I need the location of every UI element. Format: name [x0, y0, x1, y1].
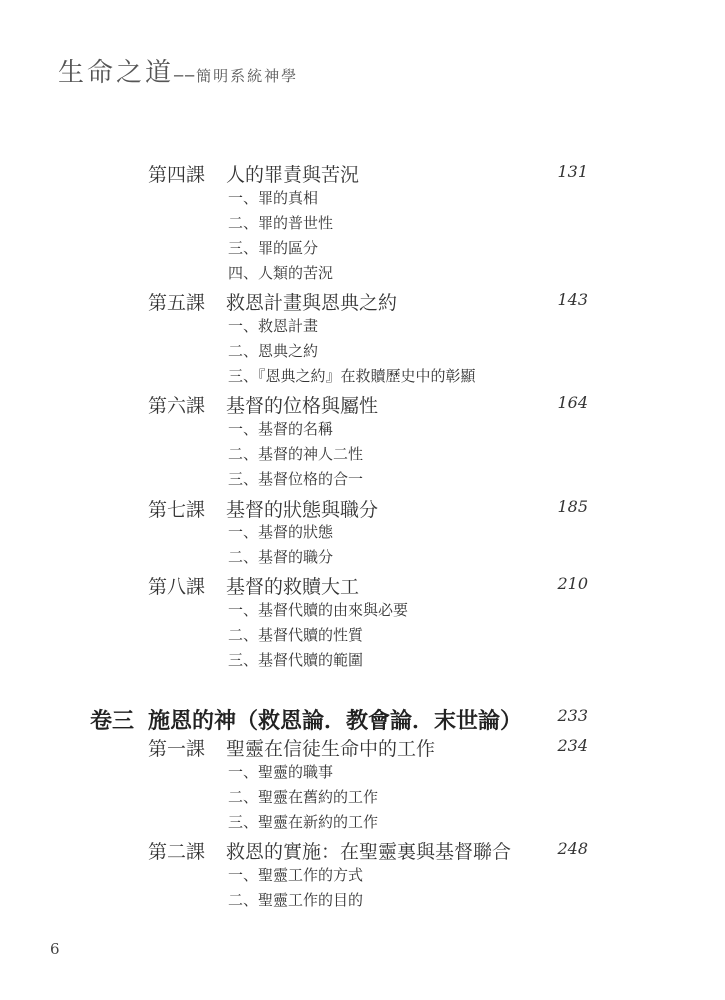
page-number-ref: 143 [557, 290, 588, 310]
toc-subitem-row [0, 418, 725, 444]
toc-lesson-row [0, 837, 725, 863]
toc-subitem: 三、聖靈在新約的工作 [228, 812, 379, 831]
lesson-title: 基督的救贖大工 [226, 576, 360, 599]
toc-subitem-row [0, 761, 725, 787]
page-number-ref: 248 [557, 839, 588, 859]
toc-subitem-row [0, 340, 725, 366]
toc-subitem: 一、基督的狀態 [228, 523, 334, 541]
toc-subitem-row [0, 443, 725, 469]
lesson-title: 基督的位格與屬性 [226, 395, 379, 418]
lesson-label: 第一課 [148, 738, 206, 760]
lesson-label: 第七課 [148, 498, 206, 521]
page-number-ref: 234 [557, 736, 588, 755]
toc-subitem-row [0, 365, 725, 391]
lesson-title: 救恩計畫與恩典之約 [226, 292, 398, 315]
toc-lesson-row [0, 288, 725, 314]
lesson-label: 第二課 [148, 841, 206, 864]
toc-subitem-row [0, 599, 725, 625]
toc-subitem-row [0, 546, 725, 572]
toc-subitem: 二、恩典之約 [228, 342, 319, 360]
toc-subitem: 一、基督代贖的由來與必要 [228, 600, 409, 619]
toc-subitem: 四、人類的苦況 [228, 264, 334, 283]
volume-label: 卷三 [90, 708, 135, 734]
toc-subitem-row [0, 212, 725, 238]
lesson-title: 聖靈在信徒生命中的工作 [226, 738, 436, 760]
toc-subitem: 二、罪的普世性 [228, 213, 334, 232]
running-head-title: 生命之道 [58, 58, 175, 88]
lesson-label: 第五課 [148, 292, 206, 315]
toc-subitem: 一、罪的真相 [228, 188, 319, 207]
toc-subitem-row [0, 468, 725, 494]
toc-subitem-row [0, 864, 725, 890]
toc-subitem: 三、罪的區分 [228, 238, 319, 257]
lesson-title: 救恩的實施：在聖靈裏與基督聯合 [226, 841, 512, 864]
toc-subitem: 二、基督的職分 [228, 548, 334, 567]
toc-subitem-row [0, 187, 725, 213]
page-number-ref: 210 [557, 574, 588, 594]
toc-volume-row [0, 704, 725, 734]
lesson-label: 第四課 [148, 164, 206, 186]
page-number-ref: 233 [557, 706, 588, 725]
toc-subitem: 三、『恩典之約』在救贖歷史中的彰顯 [228, 367, 476, 386]
toc-subitem: 三、基督位格的合一 [228, 470, 364, 489]
toc-subitem-row [0, 262, 725, 288]
toc-lesson-row [0, 495, 725, 521]
running-head-subtitle: ──簡明系統神學 [174, 67, 299, 85]
toc-subitem-row [0, 624, 725, 650]
toc-subitem-row [0, 649, 725, 675]
lesson-label: 第八課 [148, 576, 206, 599]
lesson-title: 基督的狀態與職分 [226, 498, 379, 521]
page-number-ref: 185 [557, 496, 588, 516]
toc-subitem: 一、聖靈的職事 [228, 762, 334, 781]
lesson-label: 第六課 [148, 395, 206, 418]
toc-subitem: 一、救恩計畫 [228, 316, 319, 335]
toc-subitem: 一、聖靈工作的方式 [228, 865, 364, 884]
toc-subitem: 二、基督的神人二性 [228, 445, 364, 464]
toc-lesson-row [0, 572, 725, 598]
toc-subitem-row [0, 315, 725, 341]
toc-subitem: 二、聖靈在舊約的工作 [228, 787, 379, 806]
page-number-ref: 164 [557, 393, 588, 413]
toc-subitem-row [0, 521, 725, 547]
toc-subitem: 一、基督的名稱 [228, 419, 334, 438]
page-number-ref: 131 [557, 162, 588, 181]
toc-subitem-row [0, 237, 725, 263]
toc-lesson-row [0, 160, 725, 186]
volume-title: 施恩的神（救恩論．教會論．末世論） [148, 708, 523, 734]
toc-subitem: 二、基督代贖的性質 [228, 626, 364, 645]
toc-subitem-row [0, 889, 725, 915]
toc-subitem-row [0, 786, 725, 812]
page-number: 6 [50, 940, 60, 958]
toc-subitem-row [0, 811, 725, 837]
lesson-title: 人的罪責與苦況 [226, 164, 360, 186]
toc-subitem: 三、基督代贖的範圍 [228, 651, 364, 670]
toc-subitem: 二、聖靈工作的目的 [228, 890, 364, 909]
toc-lesson-row [0, 391, 725, 417]
toc-lesson-row [0, 734, 725, 760]
